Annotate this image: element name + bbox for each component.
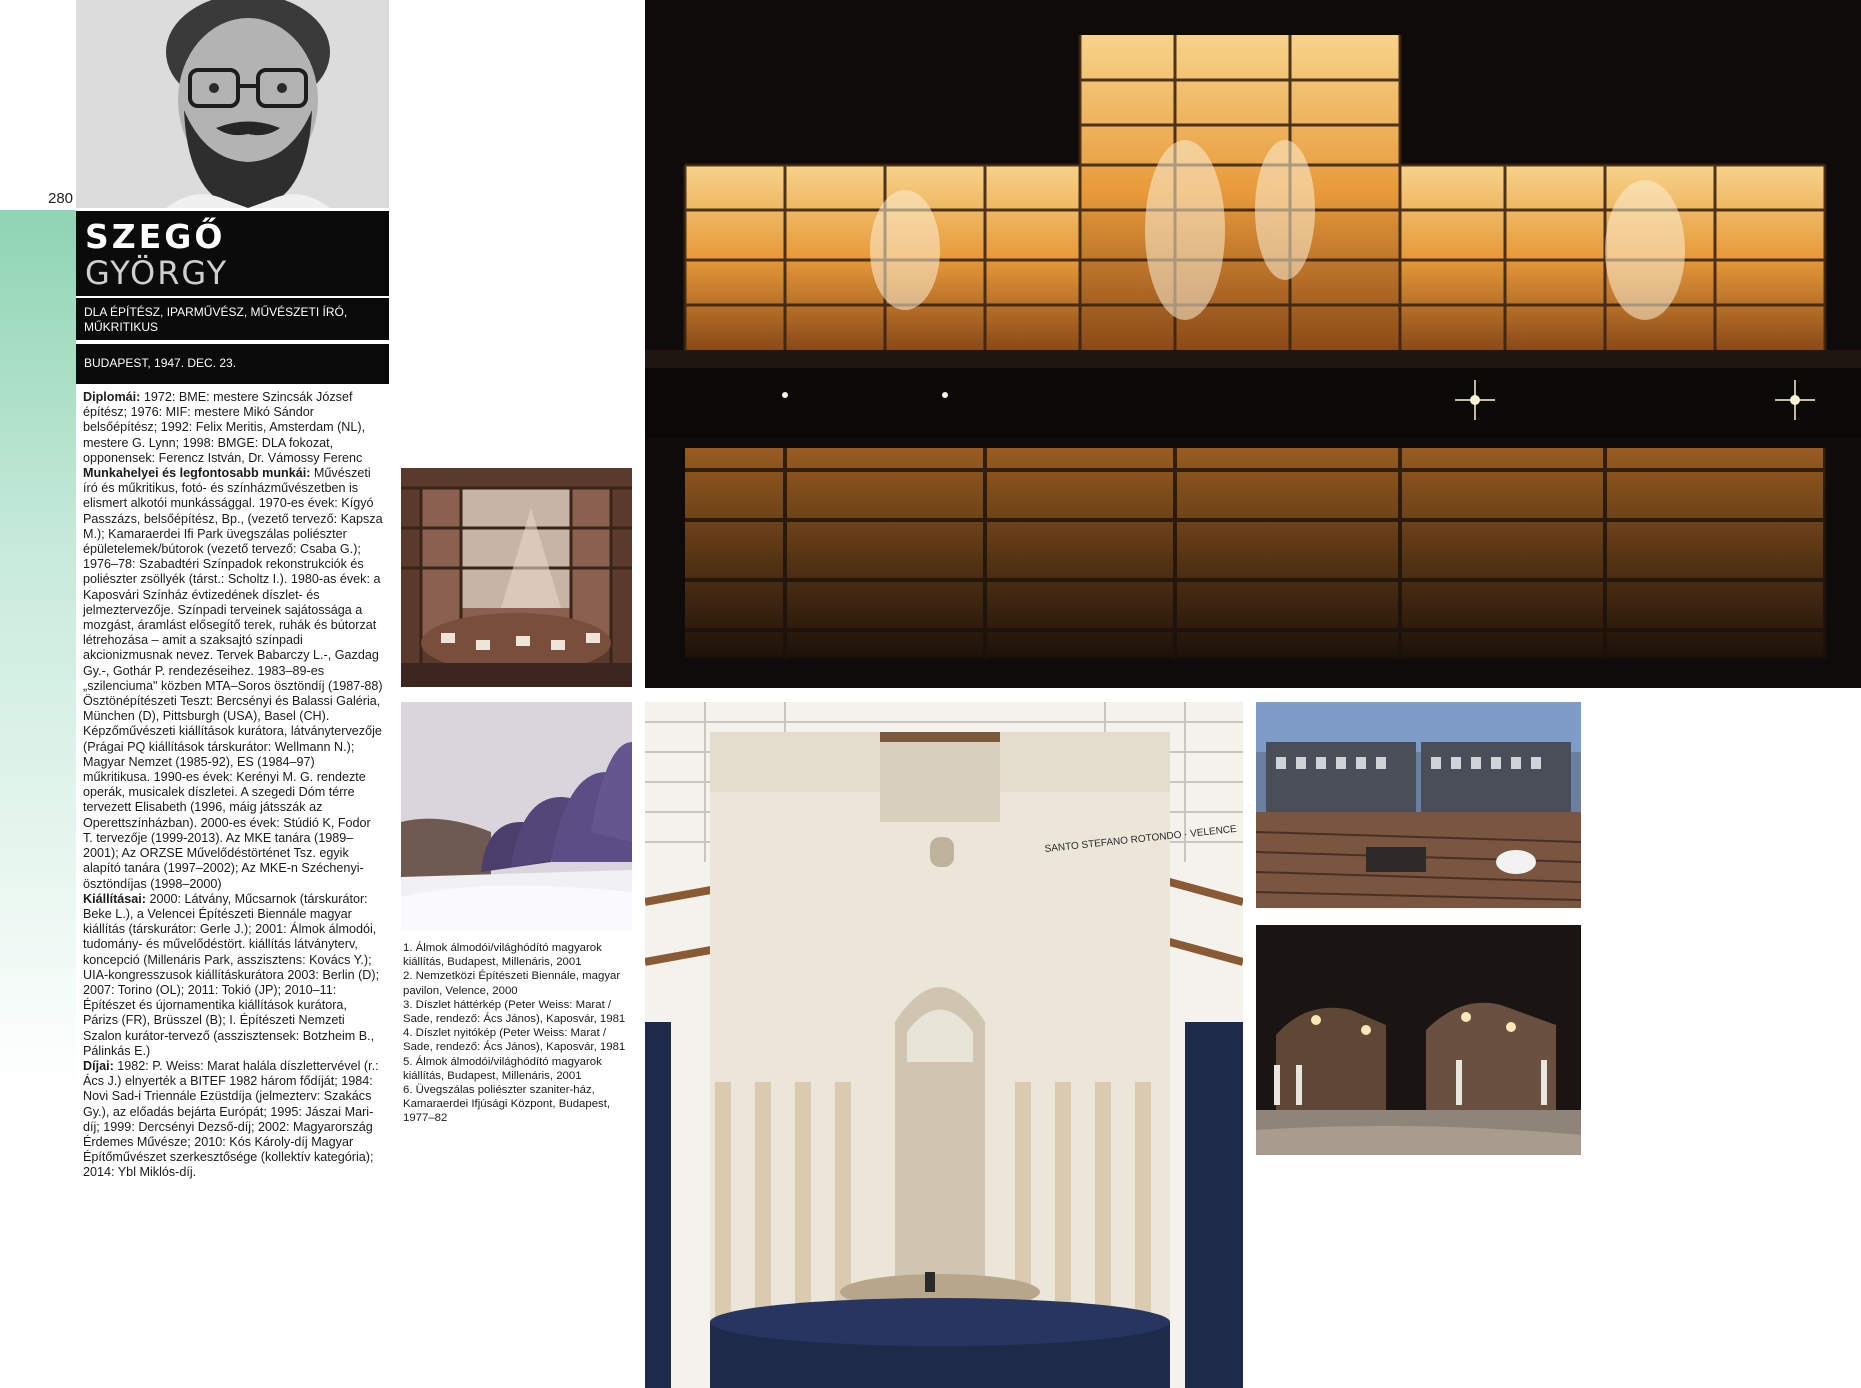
caption-item: 5. Álmok álmodói/világhódító magyarok kiállítás, Budapest, Millenáris, 2001 bbox=[403, 1055, 602, 1082]
caption-item: 6. Üvegszálas poliészter szaniter-ház, Kamaraerdei Ifjúsági Központ, Budapest, 1977–82 bbox=[403, 1084, 611, 1125]
photo-set-interior bbox=[401, 468, 632, 687]
firstname: GYÖRGY bbox=[85, 254, 229, 292]
caption-item: 4. Díszlet nyitókép (Peter Weiss: Marat / Sade, rendező: Ács János), Kaposvár, 1981 bbox=[403, 1027, 626, 1054]
pavilon-inscription: SANTO STEFANO ROTONDO · VELENCE bbox=[1044, 823, 1238, 855]
bio-awards-label: Díjai: bbox=[83, 1058, 114, 1073]
bio-works bbox=[83, 466, 383, 892]
bio-exhibitions bbox=[83, 892, 383, 1059]
sidebar-gradient bbox=[0, 210, 76, 1388]
caption-item: 2. Nemzetközi Építészeti Biennále, magyar pavilon, Velence, 2000 bbox=[403, 970, 621, 997]
biography bbox=[83, 390, 383, 1181]
photo-sanitary-houses bbox=[1256, 925, 1581, 1155]
surname: SZEGŐ bbox=[85, 217, 226, 256]
name-block bbox=[76, 211, 389, 296]
page-number: 280 bbox=[48, 190, 74, 207]
caption-item: 1. Álmok álmodói/világhódító magyarok kiállítás, Budapest, Millenáris, 2001 bbox=[403, 942, 602, 969]
birth-text: BUDAPEST, 1947. DEC. 23. bbox=[84, 356, 237, 370]
photo-captions bbox=[403, 941, 633, 1126]
photo-set-backdrop bbox=[1256, 702, 1581, 908]
birth-block bbox=[76, 344, 389, 384]
bio-diplomas-label: Diplomái: bbox=[83, 390, 141, 404]
portrait-photo bbox=[76, 0, 389, 208]
bio-awards-text: 1982: P. Weiss: Marat halála díszlettervével (r.: Ács J.) elnyerték a BITEF 1982 három fődíját; 1984: Novi Sad-i Triennále Ezüstdíja (jelmezterv: Szakács Gy.), az előadás bejárta Európát; 1995: Jászai Mari-díj; 1999: Dercsényi Dezső-díj; 2002: Magyarország Érdemes Művésze; 2010: Kós Károly-díj Magyar Építőművészet szerkesztősége (kollektív kategória); 2014: Ybl Miklós-díj. bbox=[83, 1058, 379, 1180]
bio-diplomas-text: 1972: BME: mestere Szincsák József építész; 1976: MIF: mestere Mikó Sándor belsőépítész; 1992: Felix Meritis, Amsterdam (NL), mestere G. Lynn; 1998: BMGE: DLA fokozat, opponensek: Ferencz István, Dr. Vámossy Ferenc bbox=[83, 390, 366, 465]
bio-diplomas bbox=[83, 390, 383, 466]
photo-night-pavilion bbox=[645, 0, 1861, 688]
bio-works-label: Munkahelyei és legfontosabb munkái: bbox=[83, 466, 311, 481]
photo-rotunda-pavilion bbox=[645, 702, 1243, 1388]
bio-awards bbox=[83, 1059, 383, 1181]
role-block bbox=[76, 298, 389, 340]
bio-exhibitions-label: Kiállításai: bbox=[83, 891, 146, 906]
photo-snow-domes bbox=[401, 702, 632, 930]
role-text: DLA ÉPÍTÉSZ, IPARMŰVÉSZ, MŰVÉSZETI ÍRÓ, MŰKRITIKUS bbox=[84, 305, 348, 334]
bio-works-text: Művészeti író és műkritikus, fotó- és színházművészetben is elismert alkotói munkássággal. 1970-es évek: Kígyó Passzázs, belsőépítész, Bp., (vezető tervező: Kapsza M.); Kamaraerdei Ifi Park üvegszálas poliészter épületelemek/bútorok (vezető tervező: Csaba G.); 1976–78: Szabadtéri Színpadok rekonstrukciók és poliészter zsöllyék (társt.: Scholtz I.). 1980-as évek: a Kaposvári Színház évtizedének díszlet- és jelmeztervezője. Színpadi terveinek sajátossága a mozgást, áramlást elősegítő terek, ruhák és bútorzat létrehozása – amit a szaksajtó színpadi akcionizmusnak nevez. Tervek Babarczy L.-, Gazdag Gy.-, Gothár P. rendezéseihez. 1983–89-es „szilenciuma" közben MTA–Soros ösztöndíj (1987-88) Ösztönépítészeti Teszt: Bercsényi és Balassi Galéria, München (D), Pittsburgh (USA), Basel (CH). Képzőművészeti kiállítások kurátora, látványtervezője (Prágai PQ kiállítások társkurátor: Wellmann N.); Magyar Nemzet (1985-92), ES (1984–97) műkritikusa. 1990-es évek: Kerényi M. G. rendezte operák, musicalek díszletei. A szegedi Dóm térre tervezett Elisabeth (1996, máig játsszák az Operettszínházban). 2000-es évek: Stúdió K, Fodor T. tervezője (1999-2013). Az MKE tanára (1989–2001); Az ORZSE Művelődéstörténet Tsz. egyik alapító tanára (1997–2002); Az MKE-n Széchenyi-ösztöndíjas (1998–2000) bbox=[83, 466, 383, 891]
caption-item: 3. Díszlet háttérkép (Peter Weiss: Marat / Sade, rendező: Ács János), Kaposvár, 1981 bbox=[403, 998, 626, 1026]
bio-exhibitions-text: 2000: Látvány, Műcsarnok (társkurátor: Beke L.), a Velencei Építészeti Biennále magyar kiállítás (társkurátor: Gerle J.); 2001: Álmok álmodói, tudomány- és művelődéstört. kiállítás látványterv, koncepció (Millenáris Park, asszisztens: Kovács Y.); UIA-kongresszusok kiállításkurátora 2003: Berlin (D); 2007: Torino (OL); 2011: Tokió (JP); 2010–11: Építészet és újornamentika kiállítások kurátora, Párizs (FR), Brüsszel (B); I. Építészeti Nemzeti Szalon kurátor-tervező (asszisztensek: Botzheim B., Pálinkás E.) bbox=[83, 891, 380, 1058]
